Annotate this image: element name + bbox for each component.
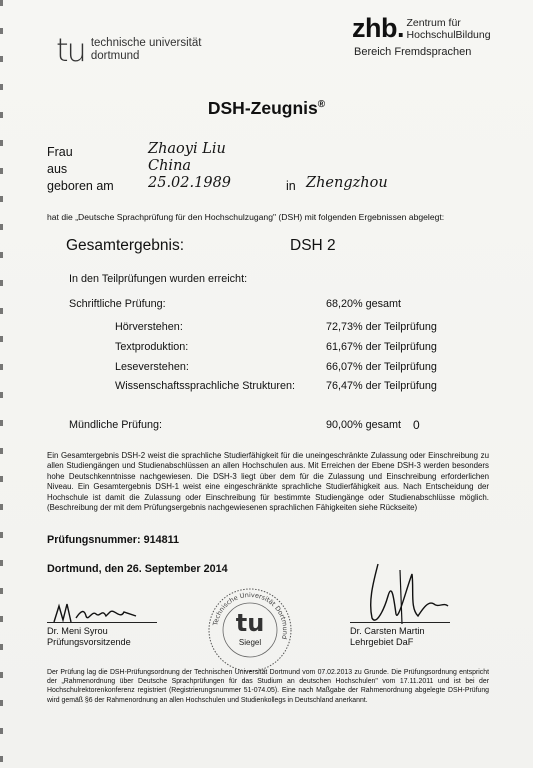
left-signatory-role: Prüfungsvorsitzende: [47, 637, 131, 647]
right-signatory-name: Dr. Carsten Martin: [350, 626, 425, 636]
written-exam-label: Schriftliche Prüfung:: [69, 298, 166, 310]
tu-dortmund-logo: [56, 31, 202, 69]
result-value-structures: 76,47% der Teilprüfung: [326, 380, 437, 392]
result-value-reading: 66,07% der Teilprüfung: [326, 361, 437, 373]
zhb-logo-line1: Zentrum für: [406, 17, 461, 29]
right-signature-icon: [360, 560, 450, 630]
salutation-label: Frau: [47, 145, 73, 159]
candidate-name: Zhaoyi Liu: [148, 141, 226, 157]
tu-logo-line1: technische universität: [90, 37, 202, 49]
birth-place: Zhengzhou: [306, 175, 388, 191]
seal-label: Siegel: [238, 638, 262, 647]
left-signature-line: [47, 622, 157, 623]
result-label-writing: Textproduktion:: [115, 341, 189, 353]
result-label-reading: Leseverstehen:: [115, 361, 189, 373]
result-value-writing: 61,67% der Teilprüfung: [326, 341, 437, 353]
zhb-logo-line2: HochschulBildung: [406, 28, 491, 41]
overall-result-label: Gesamtergebnis:: [66, 237, 185, 254]
candidate-country: China: [148, 158, 192, 174]
left-signature-icon: [50, 598, 140, 628]
overall-result-value: DSH 2: [290, 237, 336, 254]
partial-exams-intro: In den Teilprüfungen wurden erreicht:: [69, 273, 248, 285]
document-title: [0, 98, 533, 119]
university-seal-icon: [207, 587, 293, 673]
intro-statement: hat die „Deutsche Sprachprüfung für den Hochschulzugang" (DSH) mit folgenden Ergebnissen abgelegt:: [47, 212, 445, 222]
oral-exam-label: Mündliche Prüfung:: [69, 419, 163, 431]
registered-mark: ®: [317, 99, 326, 111]
zhb-department: Bereich Fremdsprachen: [354, 46, 472, 58]
right-signatory-role: Lehrgebiet DaF: [350, 637, 414, 647]
birth-date-label: geboren am: [47, 179, 114, 193]
birth-place-label: in: [286, 179, 296, 193]
result-explanation: Ein Gesamtergebnis DSH-2 weist die sprachliche Studierfähigkeit für die uneingeschränkte Zulassung oder Einschreibung zu allen Studiengängen und Studienabschlüssen an allen Hochschulen aus. Mit Erreichen der Ebene DSH-3 werden besonders hohe Deutschkenntnisse nachgewiesen. Die DSH-3 liegt über dem für die Zulassung und Einschreibung erforderlichen Niveau. Ein Gesamtergebnis DSH-1 weist eine eingeschränkte sprachliche Studierfähigkeit aus. Nach Entscheidung der Hochschule ist damit die Zulassung oder Einschreibung für bestimmte Studiengänge oder Studienabschlüsse möglich. (Beschreibung der mit dem Prüfungsergebnis nachgewiesenen sprachlichen Fähigkeiten siehe Rückseite): [47, 451, 489, 513]
zhb-logo-mark: zhb: [352, 13, 397, 43]
oral-exam-mark: 0: [413, 418, 420, 432]
written-exam-value: 68,20% gesamt: [326, 298, 402, 310]
oral-exam-value: 90,00% gesamt: [326, 419, 402, 431]
result-value-listening: 72,73% der Teilprüfung: [326, 321, 437, 333]
left-signatory-name: Dr. Meni Syrou: [47, 626, 108, 636]
result-label-structures: Wissenschaftssprachliche Strukturen:: [115, 380, 296, 392]
result-label-listening: Hörverstehen:: [115, 321, 183, 333]
place-and-date: Dortmund, den 26. September 2014: [47, 563, 228, 575]
document-title-text: DSH-Zeugnis: [207, 98, 318, 118]
right-signature-line: [350, 622, 450, 623]
exam-number: Prüfungsnummer: 914811: [47, 534, 180, 546]
seal-center-mark: tu: [235, 609, 265, 637]
birth-date: 25.02.1989: [148, 175, 232, 191]
legal-footer: Der Prüfung lag die DSH-Prüfungsordnung der Technischen Universität Dortmund vom 07.02.2013 zu Grunde. Die Prüfungsordnung entspricht der „Rahmenordnung über Deutsche Sprachprüfungen für das Studium an deutschen Hochschulen" vom 17.11.2011 und ist bei der Hochschulrektorenkonferenz registriert (Registrierungsnummer 51-074.05). Eine nach Maßgabe der Rahmenordnung abgelegte DSH-Prüfung wird gemäß §6 der Rahmenordnung an allen Hochschulen und Studienkollegs in Deutschland anerkannt.: [47, 669, 489, 704]
zhb-logo: [352, 15, 491, 58]
origin-label: aus: [47, 162, 68, 176]
tu-logo-line2: dortmund: [90, 50, 140, 62]
zhb-logo-subtitle: [407, 18, 491, 41]
tu-logo-mark: tu: [56, 31, 85, 69]
seal-ring-text: Technische Universität Dortmund: [211, 590, 290, 641]
tu-logo-text: [91, 37, 202, 63]
zhb-logo-dot: .: [397, 13, 405, 43]
